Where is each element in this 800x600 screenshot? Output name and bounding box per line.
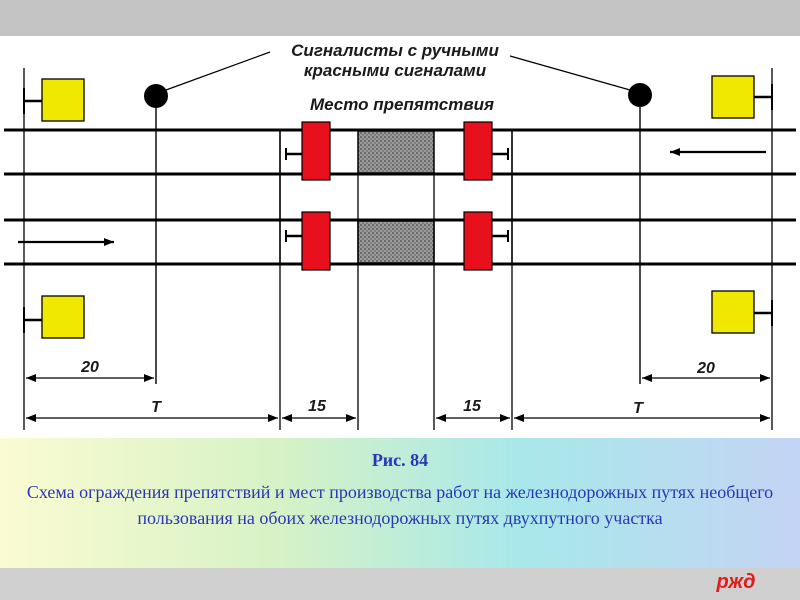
dimension-label: 15	[308, 398, 326, 415]
dimension-label: 15	[463, 398, 481, 415]
leader-line	[166, 52, 270, 90]
yellow-signal	[712, 291, 772, 333]
dimension-label: 20	[81, 359, 99, 376]
caption-text: Схема ограждения препятствий и мест производства работ на железнодорожных путях необщего пользования на обоих железнодорожных путях двухпутного участка	[26, 482, 774, 528]
obstacle-hatch	[358, 221, 434, 263]
yellow-signal	[24, 296, 84, 338]
dimension-lines	[26, 378, 770, 418]
rzd-logo	[706, 568, 766, 594]
top-bar	[0, 0, 800, 36]
logo-text: ржд	[716, 571, 756, 593]
yellow-signal	[712, 76, 772, 118]
scheme-diagram	[0, 36, 800, 438]
obstacle-label: Место препятствия	[309, 95, 495, 114]
signalmen-label: Сигналисты с ручными	[291, 41, 499, 60]
figure-caption	[0, 438, 800, 568]
signalmen-label: красными сигналами	[303, 61, 487, 80]
yellow-signal	[24, 79, 84, 121]
track-scheme	[0, 36, 800, 438]
dimension-label: 20	[697, 360, 715, 377]
bottom-bar	[0, 568, 800, 600]
dimension-label: T	[633, 400, 643, 417]
obstacle-hatch	[358, 131, 434, 173]
signalman	[628, 83, 652, 384]
leader-line	[510, 56, 630, 90]
dimension-label: T	[151, 399, 161, 416]
figure-number: Рис. 84	[371, 450, 429, 470]
